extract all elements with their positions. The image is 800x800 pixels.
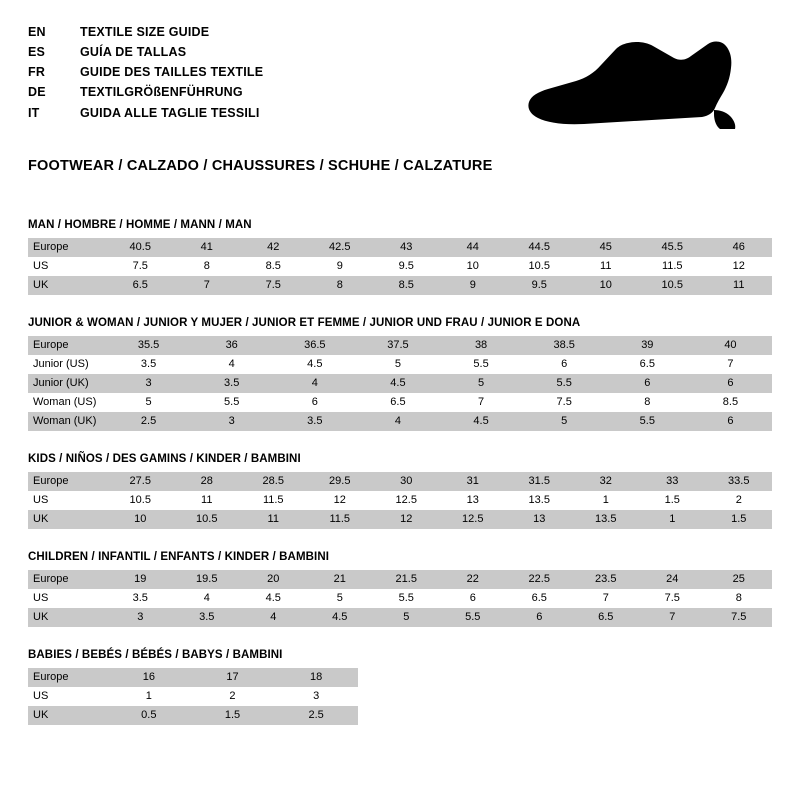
size-cell: 2.5	[274, 706, 358, 725]
size-section	[28, 317, 772, 431]
size-cell: 3	[107, 608, 174, 627]
size-cell: 4	[273, 374, 356, 393]
size-cell: 13	[506, 510, 573, 529]
table-row	[28, 491, 772, 510]
row-label: UK	[28, 276, 107, 295]
size-cell: 10.5	[174, 510, 241, 529]
size-cell: 25	[706, 570, 773, 589]
size-cell: 36	[190, 336, 273, 355]
size-cell: 5.5	[606, 412, 689, 431]
size-section-title: BABIES / BEBÉS / BÉBÉS / BABYS / BAMBINI	[28, 649, 283, 661]
size-cell: 27.5	[107, 472, 174, 491]
size-cell: 32	[573, 472, 640, 491]
size-cell: 21	[307, 570, 374, 589]
size-cell: 5	[440, 374, 523, 393]
size-cell: 8.5	[373, 276, 440, 295]
size-cell: 13.5	[573, 510, 640, 529]
size-section	[28, 649, 772, 725]
size-table	[28, 472, 772, 529]
size-cell: 16	[107, 668, 191, 687]
size-cell: 10	[573, 276, 640, 295]
size-cell: 1.5	[706, 510, 773, 529]
size-cell: 3.5	[174, 608, 241, 627]
dress-shoe-icon	[524, 40, 754, 132]
size-cell: 8	[307, 276, 374, 295]
size-cell: 13	[440, 491, 507, 510]
size-cell: 12	[307, 491, 374, 510]
size-cell: 19	[107, 570, 174, 589]
size-cell: 10.5	[107, 491, 174, 510]
size-cell: 42.5	[307, 238, 374, 257]
row-label: Junior (UK)	[28, 374, 107, 393]
size-table	[28, 336, 772, 431]
size-cell: 40.5	[107, 238, 174, 257]
size-cell: 31.5	[506, 472, 573, 491]
size-cell: 3.5	[273, 412, 356, 431]
size-cell: 38	[440, 336, 523, 355]
size-cell: 8.5	[689, 393, 772, 412]
size-cell: 7	[440, 393, 523, 412]
size-cell: 7	[573, 589, 640, 608]
size-cell: 38.5	[523, 336, 606, 355]
size-cell: 3	[274, 687, 358, 706]
size-cell: 7.5	[107, 257, 174, 276]
table-row	[28, 336, 772, 355]
size-cell: 1	[573, 491, 640, 510]
table-row	[28, 687, 358, 706]
size-cell: 11	[706, 276, 773, 295]
language-title: TEXTILGRÖßENFÜHRUNG	[80, 85, 243, 100]
table-row	[28, 412, 772, 431]
size-cell: 10	[107, 510, 174, 529]
size-cell: 6	[506, 608, 573, 627]
language-title-body	[28, 26, 263, 127]
row-label: Woman (UK)	[28, 412, 107, 431]
size-cell: 7	[689, 355, 772, 374]
size-cell: 8	[606, 393, 689, 412]
table-row	[28, 276, 772, 295]
table-row	[28, 374, 772, 393]
row-label: Europe	[28, 668, 107, 687]
size-cell: 5	[356, 355, 439, 374]
row-label: UK	[28, 510, 107, 529]
size-cell: 4	[356, 412, 439, 431]
table-row	[28, 589, 772, 608]
size-cell: 12	[373, 510, 440, 529]
row-label: US	[28, 491, 107, 510]
size-cell: 1	[639, 510, 706, 529]
size-cell: 7.5	[706, 608, 773, 627]
size-cell: 5.5	[440, 355, 523, 374]
size-cell: 46	[706, 238, 773, 257]
size-cell: 7.5	[523, 393, 606, 412]
size-cell: 12.5	[440, 510, 507, 529]
size-cell: 44.5	[506, 238, 573, 257]
size-cell: 1	[107, 687, 191, 706]
size-cell: 10.5	[639, 276, 706, 295]
row-label: US	[28, 589, 107, 608]
size-cell: 3	[190, 412, 273, 431]
page-header	[28, 26, 772, 141]
language-title: GUÍA DE TALLAS	[80, 45, 187, 60]
size-cell: 7	[174, 276, 241, 295]
size-cell: 5.5	[190, 393, 273, 412]
size-table-body	[28, 336, 772, 431]
language-title: TEXTILE SIZE GUIDE	[80, 25, 210, 39]
language-row	[28, 26, 263, 46]
size-cell: 6	[606, 374, 689, 393]
size-cell: 8	[174, 257, 241, 276]
size-cell: 7.5	[639, 589, 706, 608]
size-section	[28, 551, 772, 627]
size-cell: 37.5	[356, 336, 439, 355]
size-cell: 5	[373, 608, 440, 627]
size-section-title: MAN / HOMBRE / HOMME / MANN / MAN	[28, 219, 252, 231]
row-label: Europe	[28, 336, 107, 355]
size-cell: 6	[523, 355, 606, 374]
size-cell: 22	[440, 570, 507, 589]
size-cell: 21.5	[373, 570, 440, 589]
language-code: DE	[28, 85, 46, 100]
size-cell: 4	[240, 608, 307, 627]
size-cell: 2	[706, 491, 773, 510]
size-table	[28, 238, 772, 295]
size-cell: 6	[689, 374, 772, 393]
size-table-body	[28, 668, 358, 725]
size-cell: 10	[440, 257, 507, 276]
size-cell: 22.5	[506, 570, 573, 589]
language-title: GUIDE DES TAILLES TEXTILE	[80, 65, 264, 80]
language-row	[28, 46, 263, 66]
size-cell: 31	[440, 472, 507, 491]
table-row	[28, 706, 358, 725]
size-cell: 6.5	[573, 608, 640, 627]
size-cell: 33.5	[706, 472, 773, 491]
size-cell: 19.5	[174, 570, 241, 589]
size-cell: 41	[174, 238, 241, 257]
footwear-category-title: FOOTWEAR / CALZADO / CHAUSSURES / SCHUHE / CALZATURE	[28, 158, 493, 174]
row-label: UK	[28, 608, 107, 627]
size-section	[28, 453, 772, 529]
size-cell: 6.5	[356, 393, 439, 412]
size-cell: 5.5	[440, 608, 507, 627]
size-cell: 18	[274, 668, 358, 687]
size-cell: 3.5	[107, 589, 174, 608]
size-cell: 4.5	[440, 412, 523, 431]
size-section-title: KIDS / NIÑOS / DES GAMINS / KINDER / BAMBINI	[28, 453, 301, 465]
table-row	[28, 238, 772, 257]
language-code: IT	[28, 105, 40, 120]
size-sections	[28, 219, 772, 725]
size-cell: 9	[440, 276, 507, 295]
size-cell: 42	[240, 238, 307, 257]
size-cell: 2.5	[107, 412, 190, 431]
size-cell: 23.5	[573, 570, 640, 589]
size-cell: 5	[307, 589, 374, 608]
language-row	[28, 86, 263, 106]
size-cell: 11.5	[240, 491, 307, 510]
size-cell: 1.5	[191, 706, 275, 725]
table-row	[28, 393, 772, 412]
size-cell: 4.5	[356, 374, 439, 393]
language-row	[28, 107, 263, 127]
size-section-title: CHILDREN / INFANTIL / ENFANTS / KINDER / BAMBINI	[28, 551, 330, 563]
size-cell: 7	[639, 608, 706, 627]
size-table-body	[28, 238, 772, 295]
size-cell: 33	[639, 472, 706, 491]
size-cell: 11.5	[307, 510, 374, 529]
table-row	[28, 608, 772, 627]
language-title-table	[28, 26, 263, 127]
size-cell: 6	[273, 393, 356, 412]
row-label: Europe	[28, 472, 107, 491]
size-cell: 6.5	[506, 589, 573, 608]
size-cell: 5	[107, 393, 190, 412]
size-cell: 11.5	[639, 257, 706, 276]
size-cell: 28.5	[240, 472, 307, 491]
size-section-title: JUNIOR & WOMAN / JUNIOR Y MUJER / JUNIOR ET FEMME / JUNIOR UND FRAU / JUNIOR E DONA	[28, 317, 581, 329]
size-cell: 36.5	[273, 336, 356, 355]
size-cell: 17	[191, 668, 275, 687]
row-label: UK	[28, 706, 107, 725]
row-label: US	[28, 257, 107, 276]
size-cell: 5	[523, 412, 606, 431]
size-cell: 43	[373, 238, 440, 257]
size-cell: 30	[373, 472, 440, 491]
size-cell: 9	[307, 257, 374, 276]
size-cell: 11	[174, 491, 241, 510]
size-cell: 12	[706, 257, 773, 276]
size-cell: 39	[606, 336, 689, 355]
size-cell: 6	[689, 412, 772, 431]
size-cell: 3	[107, 374, 190, 393]
language-code: ES	[28, 45, 46, 60]
row-label: Europe	[28, 570, 107, 589]
size-table-body	[28, 570, 772, 627]
size-cell: 2	[191, 687, 275, 706]
row-label: Europe	[28, 238, 107, 257]
size-cell: 28	[174, 472, 241, 491]
size-cell: 13.5	[506, 491, 573, 510]
table-row	[28, 355, 772, 374]
size-cell: 4	[174, 589, 241, 608]
size-cell: 4.5	[273, 355, 356, 374]
size-cell: 35.5	[107, 336, 190, 355]
size-cell: 9.5	[373, 257, 440, 276]
size-table	[28, 668, 358, 725]
size-cell: 7.5	[240, 276, 307, 295]
size-cell: 10.5	[506, 257, 573, 276]
table-row	[28, 472, 772, 491]
size-cell: 4.5	[240, 589, 307, 608]
size-cell: 0.5	[107, 706, 191, 725]
size-cell: 4	[190, 355, 273, 374]
language-code: FR	[28, 65, 46, 80]
size-cell: 3.5	[107, 355, 190, 374]
size-table-body	[28, 472, 772, 529]
size-cell: 11	[573, 257, 640, 276]
table-row	[28, 668, 358, 687]
size-table	[28, 570, 772, 627]
size-cell: 44	[440, 238, 507, 257]
size-cell: 5.5	[523, 374, 606, 393]
row-label: Woman (US)	[28, 393, 107, 412]
size-cell: 40	[689, 336, 772, 355]
size-cell: 24	[639, 570, 706, 589]
size-cell: 5.5	[373, 589, 440, 608]
size-cell: 6.5	[606, 355, 689, 374]
table-row	[28, 570, 772, 589]
size-cell: 29.5	[307, 472, 374, 491]
size-cell: 3.5	[190, 374, 273, 393]
size-cell: 20	[240, 570, 307, 589]
size-cell: 6.5	[107, 276, 174, 295]
table-row	[28, 257, 772, 276]
language-title: GUIDA ALLE TAGLIE TESSILI	[80, 105, 260, 120]
size-section	[28, 219, 772, 295]
size-cell: 9.5	[506, 276, 573, 295]
row-label: Junior (US)	[28, 355, 107, 374]
table-row	[28, 510, 772, 529]
row-label: US	[28, 687, 107, 706]
size-cell: 45.5	[639, 238, 706, 257]
size-cell: 6	[440, 589, 507, 608]
language-code: EN	[28, 25, 46, 39]
size-cell: 4.5	[307, 608, 374, 627]
size-cell: 8	[706, 589, 773, 608]
size-cell: 8.5	[240, 257, 307, 276]
size-cell: 11	[240, 510, 307, 529]
size-cell: 1.5	[639, 491, 706, 510]
size-cell: 45	[573, 238, 640, 257]
language-row	[28, 66, 263, 86]
size-cell: 12.5	[373, 491, 440, 510]
